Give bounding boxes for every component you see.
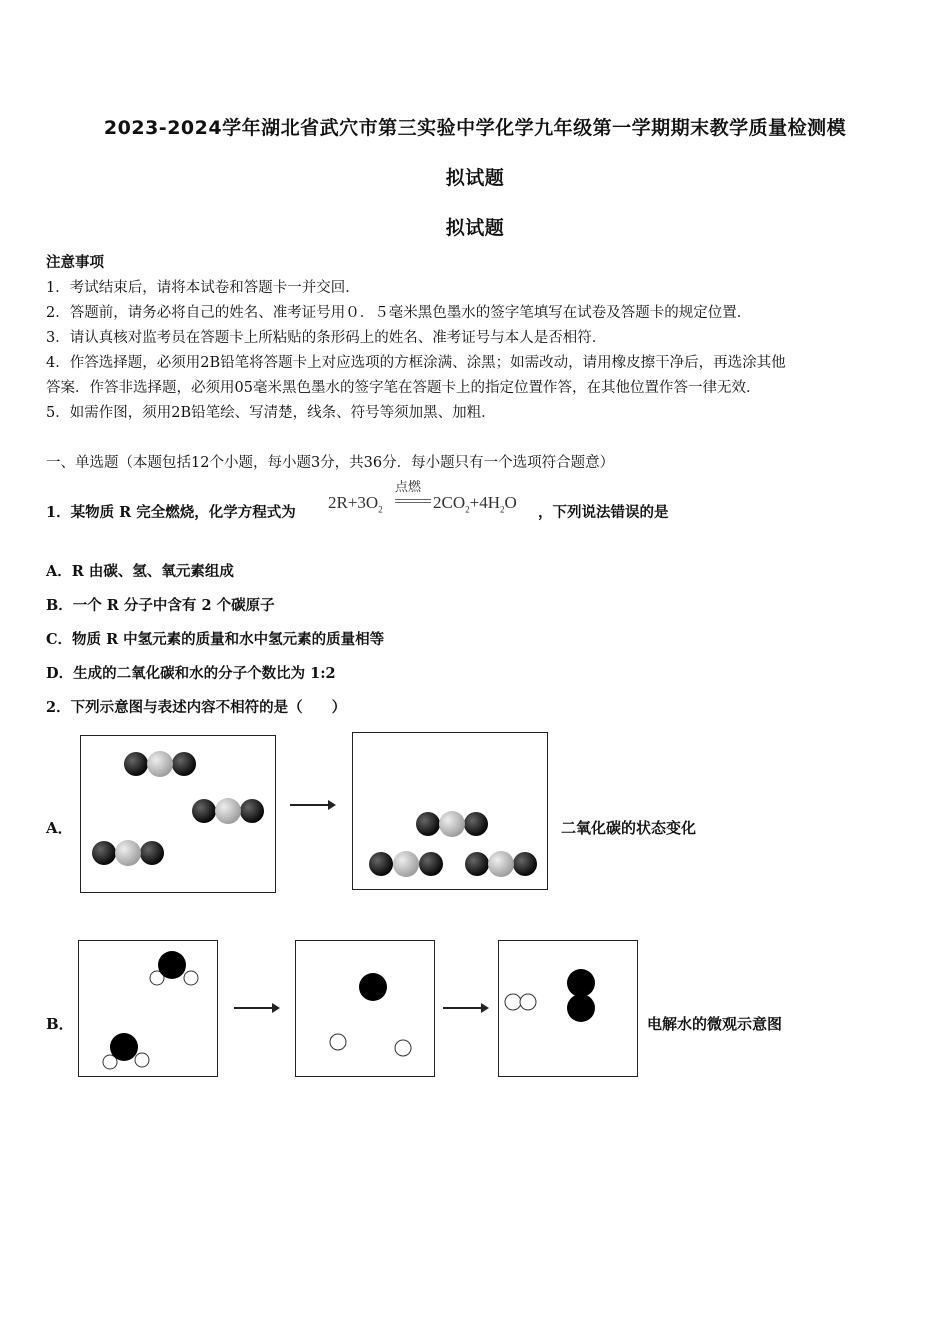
co2-molecule bbox=[124, 751, 196, 777]
q2-stem: 2．下列示意图与表述内容不相符的是（ ） bbox=[46, 699, 347, 716]
separated-atoms-box bbox=[295, 940, 435, 1077]
equation-bar-top bbox=[395, 499, 431, 500]
water-molecule bbox=[103, 1033, 149, 1069]
co2-molecule bbox=[465, 851, 537, 877]
co2-condensed-state-box bbox=[352, 732, 548, 890]
right-arrow-icon bbox=[232, 1000, 282, 1016]
oxygen-molecule bbox=[567, 969, 595, 1022]
notice-item-4: 4．作答选择题，必须用2B铅笔将答题卡上对应选项的方框涂满、涂黑；如需改动，请用橡皮擦干净后，再选涂其他 bbox=[46, 355, 786, 371]
q1-option-d: D．生成的二氧化碳和水的分子个数比为 1:2 bbox=[46, 665, 336, 682]
q2-option-a-caption: 二氧化碳的状态变化 bbox=[561, 819, 697, 837]
product-molecules-box bbox=[498, 940, 638, 1077]
q1-option-a: A．R 由碳、氢、氧元素组成 bbox=[46, 563, 234, 580]
exam-title-line2: 拟试题 bbox=[445, 167, 505, 189]
q1-prefix: 1．某物质 R 完全燃烧，化学方程式为 bbox=[46, 504, 296, 521]
notice-heading: 注意事项 bbox=[46, 254, 104, 271]
co2-gas-state-box bbox=[80, 735, 276, 893]
notice-item-3: 3．请认真核对监考员在答题卡上所粘贴的条形码上的姓名、准考证号与本人是否相符． bbox=[46, 330, 607, 346]
right-arrow-icon bbox=[288, 797, 338, 813]
water-molecule bbox=[150, 951, 198, 985]
equation-left: $2R+3O_2$ bbox=[328, 493, 383, 515]
equation-bar-bottom bbox=[395, 502, 431, 503]
hydrogen-molecule bbox=[505, 994, 536, 1010]
q2-option-a-label: A． bbox=[46, 819, 73, 837]
notice-item-2: 2．答题前，请务必将自己的姓名、准考证号用０．５毫米黑色墨水的签字笔填写在试卷及答题卡的规定位置． bbox=[46, 305, 752, 321]
co2-gas-molecules bbox=[81, 736, 275, 892]
notice-item-4-cont: 答案．作答非选择题，必须用05毫米黑色墨水的签字笔在答题卡上的指定位置作答，在其他位置作答一律无效． bbox=[46, 380, 761, 396]
q1-suffix: ，下列说法错误的是 bbox=[538, 504, 669, 521]
product-molecules bbox=[499, 941, 637, 1076]
equation-right: $2CO_2+4H_2O$ bbox=[433, 493, 517, 515]
equation-condition: 点燃 bbox=[395, 480, 422, 495]
co2-condensed-molecules bbox=[353, 733, 547, 889]
q2-option-b-caption: 电解水的微观示意图 bbox=[647, 1015, 783, 1033]
exam-title-line3: 拟试题 bbox=[445, 217, 505, 239]
hydrogen-atom bbox=[330, 1034, 346, 1050]
co2-molecule bbox=[92, 840, 164, 866]
q1-option-b: B．一个 R 分子中含有 2 个碳原子 bbox=[46, 597, 275, 614]
right-arrow-icon bbox=[441, 1000, 491, 1016]
hydrogen-atom bbox=[395, 1040, 411, 1056]
q1-option-c: C．物质 R 中氢元素的质量和水中氢元素的质量相等 bbox=[46, 631, 385, 648]
oxygen-atom bbox=[359, 973, 387, 1001]
exam-title-line1: 2023-2024学年湖北省武穴市第三实验中学化学九年级第一学期期末教学质量检测模 bbox=[103, 117, 847, 139]
separated-atoms bbox=[296, 941, 434, 1076]
water-molecules bbox=[79, 941, 217, 1076]
q2-option-b-label: B． bbox=[46, 1015, 74, 1033]
co2-molecule bbox=[416, 811, 488, 837]
section-heading: 一、单选题（本题包括12个小题，每小题3分，共36分．每小题只有一个选项符合题意） bbox=[46, 455, 615, 471]
notice-item-1: 1．考试结束后，请将本试卷和答题卡一并交回． bbox=[46, 280, 360, 296]
water-molecules-box bbox=[78, 940, 218, 1077]
co2-molecule bbox=[369, 851, 443, 877]
co2-molecule bbox=[192, 798, 264, 824]
notice-item-5: 5．如需作图，须用2B铅笔绘、写清楚，线条、符号等须加黑、加粗． bbox=[46, 405, 496, 421]
